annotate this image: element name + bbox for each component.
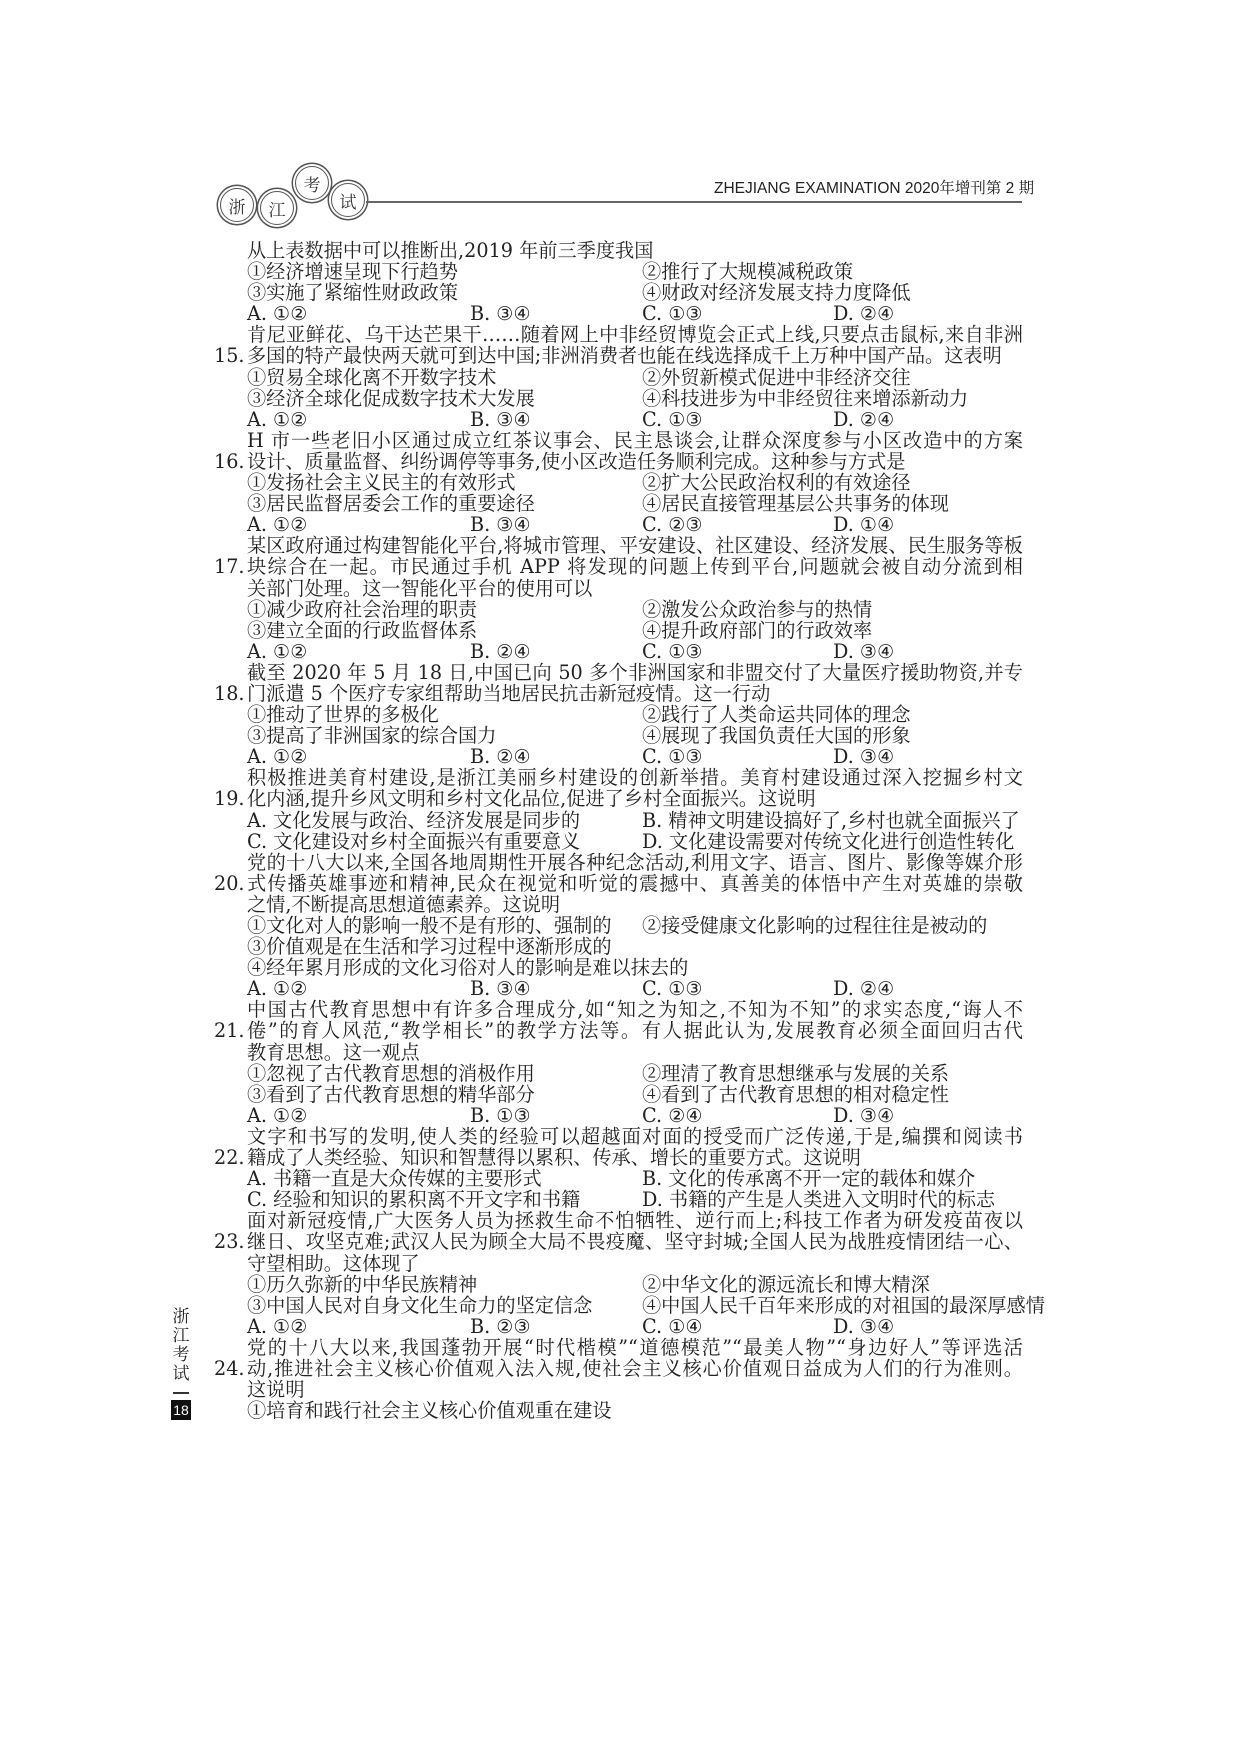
question-stem-line: 门派遣 5 个医疗专家组帮助当地居民抗击新冠疫情。这一行动	[247, 681, 771, 705]
question-content	[214, 239, 1045, 1423]
answer-choice[interactable]: B. ③④	[470, 513, 531, 537]
option-choice[interactable]: ③实施了紧缩性财政政策	[247, 281, 459, 305]
answer-choice[interactable]: D. ②④	[833, 977, 895, 1001]
answer-row	[247, 303, 1023, 324]
question-stem-text: 党的十八大以来,全国各地周期性开展各种纪念活动,利用文字、语言、图片、影像等媒介形	[247, 850, 1023, 874]
question-stem-line: 多国的特产最快两天就可到达中国;非洲消费者也能在线选择成千上万种中国产品。这表明	[247, 344, 1002, 368]
option-choice[interactable]: B. 精神文明建设搞好了,乡村也就全面振兴了	[642, 808, 1020, 832]
answer-row	[247, 978, 1023, 999]
answer-row	[247, 1105, 1023, 1126]
side-tab	[170, 1308, 192, 1420]
option-choice[interactable]: ③看到了古代教育思想的精华部分	[247, 1082, 535, 1106]
answer-choice[interactable]: C. ①④	[642, 1314, 703, 1338]
question-stem-text: 截至 2020 年 5 月 18 日,中国已向 50 多个非洲国家和非盟交付了大量医疗援助物资,并专	[247, 660, 1023, 684]
page-number: 18	[171, 1400, 191, 1420]
answer-choice[interactable]: D. ②④	[833, 302, 895, 326]
option-choice[interactable]: C. 文化建设对乡村全面振兴有重要意义	[247, 829, 581, 853]
option-row	[247, 810, 1023, 831]
option-row	[247, 493, 1023, 514]
option-choice[interactable]: ④居民直接管理基层公共事务的体现	[642, 492, 949, 516]
question-continuation	[247, 240, 1023, 324]
side-char: 江	[172, 1326, 190, 1346]
answer-choice[interactable]: C. ①③	[642, 302, 703, 326]
question-number: 18.	[214, 681, 245, 705]
option-choice[interactable]: ①减少政府社会治理的职责	[247, 597, 478, 621]
option-choice[interactable]: ②激发公众政治参与的热情	[642, 597, 873, 621]
answer-choice[interactable]: B. ②④	[470, 745, 531, 769]
answer-row	[247, 641, 1023, 662]
answer-choice[interactable]: A. ①②	[247, 302, 308, 326]
option-choice[interactable]: ③建立全面的行政监督体系	[247, 618, 478, 642]
option-choice[interactable]: D. 书籍的产生是人类进入文明时代的标志	[642, 1188, 996, 1212]
answer-choice[interactable]: A. ①②	[247, 745, 308, 769]
question-stem-line: 继日、攻坚克难;武汉人民为顾全大局不畏疫魔、坚守封城;全国人民为战胜疫情团结一心、	[247, 1230, 1023, 1254]
question-number: 24.	[214, 1356, 245, 1380]
question-stem-line: 这说明	[247, 1378, 305, 1402]
option-choice[interactable]: ③经济全球化促成数字技术大发展	[247, 386, 535, 410]
option-row	[247, 1063, 1023, 1084]
option-row	[247, 1274, 1023, 1295]
option-choice[interactable]: ③居民监督居委会工作的重要途径	[247, 492, 535, 516]
option-choice[interactable]: ②外贸新模式促进中非经济交往	[642, 365, 911, 389]
question-stem-text: H 市一些老旧小区通过成立红茶议事会、民主恳谈会,让群众深度参与小区改造中的方案	[247, 428, 1023, 452]
option-choice[interactable]: ①培育和践行社会主义核心价值观重在建设	[247, 1399, 612, 1423]
question-number: 19.	[214, 787, 245, 811]
question-stem-line: 关部门处理。这一智能化平台的使用可以	[247, 576, 593, 600]
option-row	[247, 282, 1023, 303]
option-choice[interactable]: ②中华文化的源远流长和博大精深	[642, 1272, 930, 1296]
option-choice[interactable]: ④财政对经济发展支持力度降低	[642, 281, 911, 305]
option-choice[interactable]: ③中国人民对自身文化生命力的坚定信念	[247, 1293, 593, 1317]
option-row	[247, 388, 1023, 409]
option-row	[247, 1293, 1045, 1317]
option-choice[interactable]: A. 书籍一直是大众传媒的主要形式	[247, 1167, 542, 1191]
answer-choice[interactable]: D. ③④	[833, 639, 895, 663]
logo-char: 试	[331, 183, 365, 217]
option-choice[interactable]: ③价值观是在生活和学习过程中逐渐形成的	[247, 935, 612, 959]
answer-choice[interactable]: A. ①②	[247, 1103, 308, 1127]
option-choice[interactable]: ④科技进步为中非经贸往来增添新动力	[642, 386, 969, 410]
question-stem-text: 积极推进美育村建设,是浙江美丽乡村建设的创新举措。美育村建设通过深入挖掘乡村文	[247, 766, 1023, 790]
option-choice[interactable]: ②接受健康文化影响的过程往往是被动的	[642, 914, 988, 937]
question-stem-line: 倦”的育人风范,“教学相长”的教学方法等。有人据此认为,发展教育必须全面回归古代	[247, 1019, 1023, 1043]
question-stem-line: 化内涵,提升乡风文明和乡村文化品位,促进了乡村全面振兴。这说明	[247, 787, 816, 811]
answer-choice[interactable]: B. ③④	[470, 977, 531, 1001]
question	[214, 850, 1023, 1001]
question-stem-text: 某区政府通过构建智能化平台,将城市管理、平安建设、社区建设、经济发展、民生服务等板	[247, 534, 1023, 558]
option-row	[247, 472, 1023, 493]
option-choice[interactable]: D. 文化建设需要对传统文化进行创造性转化	[642, 829, 1015, 853]
option-choice[interactable]: B. 文化的传承离不开一定的载体和媒介	[642, 1167, 976, 1191]
question	[214, 323, 1023, 431]
option-row	[247, 1400, 1023, 1421]
answer-choice[interactable]: B. ③④	[470, 302, 531, 326]
answer-choice[interactable]: B. ③④	[470, 407, 531, 431]
answer-row	[247, 409, 1023, 430]
option-choice[interactable]: ④中国人民千百年来形成的对祖国的最深厚感情	[642, 1293, 1045, 1317]
option-choice[interactable]: ④提升政府部门的行政效率	[642, 618, 873, 642]
answer-choice[interactable]: B. ②③	[470, 1314, 531, 1338]
question-stem-text: 文字和书写的发明,使人类的经验可以超越面对面的授受而广泛传递,于是,编撰和阅读书	[247, 1124, 1023, 1148]
question-stem-line: 教育思想。这一观点	[247, 1040, 420, 1064]
question-number: 17.	[214, 555, 245, 579]
logo-char: 考	[295, 166, 329, 200]
question	[214, 534, 1023, 663]
option-row	[247, 367, 1023, 388]
question-stem-text: 中国古代教育思想中有许多合理成分,如“知之为知之,不知为不知”的求实态度,“诲人不	[247, 998, 1023, 1022]
question	[214, 766, 1023, 853]
answer-choice[interactable]: D. ②④	[833, 407, 895, 431]
option-choice[interactable]: ①推动了世界的多极化	[247, 703, 439, 727]
answer-choice[interactable]: C. ②③	[642, 513, 703, 537]
side-char: 试	[172, 1364, 190, 1384]
answer-choice[interactable]: C. ①③	[642, 407, 703, 431]
journal-title: ZHEJIANG EXAMINATION 2020年增刊第 2 期	[714, 180, 1035, 197]
answer-choice[interactable]: D. ③④	[833, 1314, 895, 1338]
option-choice[interactable]: ④经年累月形成的文化习俗对人的影响是难以抹去的	[247, 956, 689, 980]
answer-choice[interactable]: D. ③④	[833, 1103, 895, 1127]
answer-choice[interactable]: A. ①②	[247, 513, 308, 537]
question-number: 15.	[214, 344, 245, 368]
answer-choice[interactable]: C. ①③	[642, 745, 703, 769]
question-stem-line: 从上表数据中可以推断出,2019 年前三季度我国	[247, 239, 654, 262]
option-choice[interactable]: ①发扬社会主义民主的有效形式	[247, 471, 516, 495]
option-choice[interactable]: ②践行了人类命运共同体的理念	[642, 703, 911, 727]
logo-char: 江	[260, 191, 294, 225]
option-choice[interactable]: ③提高了非洲国家的综合国力	[247, 724, 497, 748]
question-stem-text: 面对新冠疫情,广大医务人员为拯救生命不怕牺牲、逆行而上;科技工作者为研发疫苗夜以	[247, 1209, 1023, 1233]
question-stem-line: 块综合在一起。市民通过手机 APP 将发现的问题上传到平台,问题就会被自动分流到相	[247, 555, 1023, 579]
answer-choice[interactable]: C. ②④	[642, 1103, 703, 1127]
question	[214, 1335, 1023, 1423]
answer-choice[interactable]: C. ①③	[642, 639, 703, 663]
option-row	[247, 936, 1023, 957]
side-char: 考	[172, 1345, 190, 1365]
option-choice[interactable]: ④展现了我国负责任大国的形象	[642, 724, 911, 748]
question-stem-line: 守望相助。这体现了	[247, 1251, 420, 1275]
answer-choice[interactable]: B. ①③	[470, 1103, 531, 1127]
option-choice[interactable]: ②推行了大规模减税政策	[642, 260, 854, 284]
option-choice[interactable]: ①经济增速呈现下行趋势	[247, 260, 459, 284]
option-row	[247, 1168, 1023, 1189]
option-row	[247, 704, 1023, 725]
answer-choice[interactable]: A. ①②	[247, 407, 308, 431]
question	[214, 428, 1023, 537]
question	[214, 660, 1023, 769]
option-row	[247, 725, 1023, 746]
option-row	[247, 831, 1023, 852]
side-char: 浙	[172, 1307, 190, 1327]
option-choice[interactable]: ②扩大公民政治权利的有效途径	[642, 471, 911, 495]
answer-row	[247, 514, 1023, 535]
question-stem-text: 肯尼亚鲜花、乌干达芒果干……随着网上中非经贸博览会正式上线,只要点击鼠标,来自非洲	[247, 323, 1023, 347]
question-stem-line: 设计、质量监督、纠纷调停等事务,使小区改造任务顺利完成。这种参与方式是	[247, 449, 906, 473]
option-row	[247, 599, 1023, 620]
answer-choice[interactable]: A. ①②	[247, 639, 308, 663]
option-row	[247, 957, 1023, 978]
answer-choice[interactable]: A. ①②	[247, 977, 308, 1001]
option-choice[interactable]: ①文化对人的影响一般不是有形的、强制的	[247, 914, 612, 937]
answer-row	[247, 1316, 1023, 1337]
question-number: 16.	[214, 449, 245, 473]
answer-choice[interactable]: A. ①②	[247, 1314, 308, 1338]
option-row	[247, 620, 1023, 641]
question-stem-line: 式传播英雄事迹和精神,民众在视觉和听觉的震撼中、真善美的体悟中产生对英雄的崇敬	[247, 871, 1023, 895]
question-number: 22.	[214, 1146, 245, 1170]
answer-row	[247, 746, 1023, 767]
logo-char: 浙	[220, 188, 254, 222]
question-number: 20.	[214, 871, 245, 895]
option-choice[interactable]: A. 文化发展与政治、经济发展是同步的	[247, 808, 581, 832]
answer-choice[interactable]: B. ②④	[470, 639, 531, 663]
option-choice[interactable]: ④看到了古代教育思想的相对稳定性	[642, 1082, 949, 1106]
option-choice[interactable]: C. 经验和知识的累积离不开文字和书籍	[247, 1188, 581, 1212]
question	[214, 998, 1023, 1127]
option-row	[247, 261, 1023, 282]
option-row	[247, 915, 1023, 936]
option-choice[interactable]: ①历久弥新的中华民族精神	[247, 1272, 478, 1296]
option-choice[interactable]: ①忽视了古代教育思想的消极作用	[247, 1061, 535, 1085]
question-stem-line: 籍成了人类经验、知识和智慧得以累积、传承、增长的重要方式。这说明	[247, 1146, 861, 1170]
side-divider	[173, 1392, 189, 1394]
question	[214, 1124, 1023, 1212]
answer-choice[interactable]: C. ①③	[642, 977, 703, 1001]
option-choice[interactable]: ①贸易全球化离不开数字技术	[247, 365, 497, 389]
question-number: 21.	[214, 1019, 245, 1043]
question-stem-line: 动,推进社会主义核心价值观入法入规,使社会主义核心价值观日益成为人们的行为准则。	[247, 1356, 1023, 1380]
header-rule	[366, 201, 1022, 203]
question	[214, 1209, 1045, 1338]
question-stem-text: 党的十八大以来,我国蓬勃开展“时代楷模”“道德模范”“最美人物”“身边好人”等评选活	[247, 1335, 1023, 1359]
answer-choice[interactable]: D. ③④	[833, 745, 895, 769]
option-row	[247, 1084, 1023, 1105]
option-choice[interactable]: ②理清了教育思想继承与发展的关系	[642, 1061, 949, 1085]
answer-choice[interactable]: D. ①④	[833, 513, 895, 537]
question-number: 23.	[214, 1230, 245, 1254]
question-stem-line: 之情,不断提高思想道德素养。这说明	[247, 892, 561, 916]
option-row	[247, 1189, 1023, 1210]
